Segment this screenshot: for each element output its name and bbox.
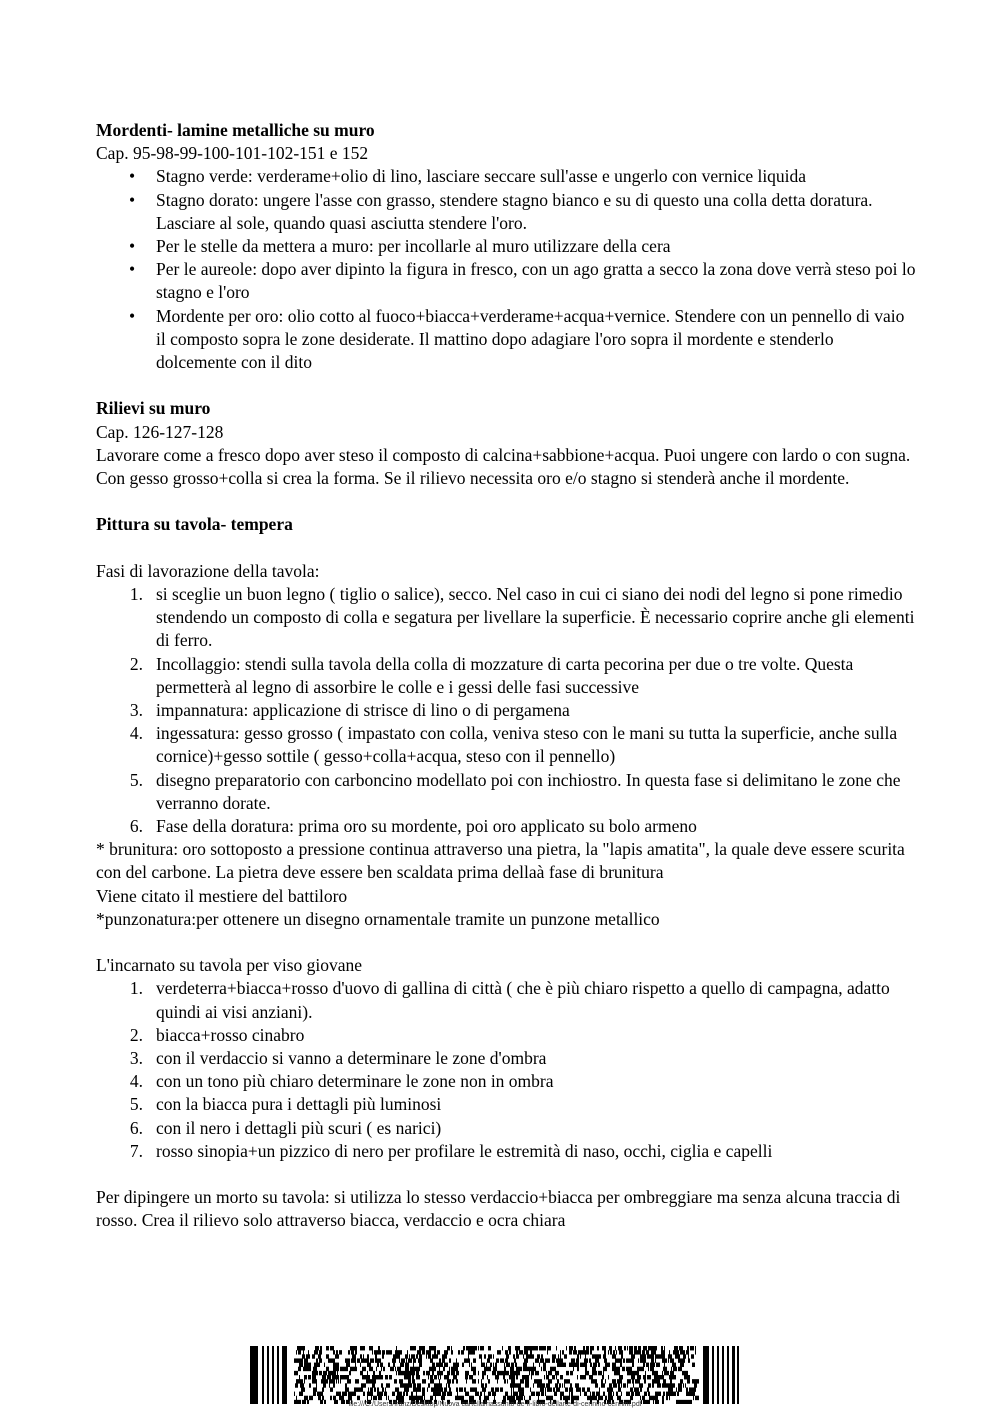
list-number: 3. [129, 1048, 143, 1069]
file-path-footer: file:///C:/Users/franz/Desktop/Nuova cartella/riassunto-de-il-libro-dellarte-di-cennino-cennini.pdf [348, 1401, 642, 1408]
phases-numbered-list [96, 583, 916, 838]
list-number: 4. [129, 1071, 143, 1092]
list-number: 7. [129, 1140, 143, 1161]
section-title-rilievi: Rilievi su muro [96, 398, 211, 419]
bullet-icon: • [129, 305, 136, 326]
list-item: 5. disegno preparatorio con carboncino modellato poi con inchiostro. In questa fase si delimitano le zone che verranno dorate. [96, 769, 916, 815]
list-number: 4. [129, 723, 143, 744]
section-title-mordenti: Mordenti- lamine metalliche su muro [96, 120, 375, 140]
brunitura-note: * brunitura: oro sottoposto a pressione continua attraverso una pietra, la "lapis amatita", la quale deve essere scurita con del carbone. La pietra deve essere ben scaldata prima dellaà fase di brunitura [96, 839, 905, 883]
list-item: 1. si sceglie un buon legno ( tiglio o salice), secco. Nel caso in cui ci siano dei nodi del legno si pone rimedio stendendo un composto di colla e segatura per livellare la superficie. È necessario coprire anche gli elementi di ferro. [96, 583, 916, 653]
list-item: • Per le stelle da mettera a muro: per incollarle al muro utilizzare della cera [96, 235, 916, 258]
list-item: • Per le aureole: dopo aver dipinto la figura in fresco, con un ago gratta a secco la zona dove verrà steso poi lo stagno e l'oro [129, 259, 916, 303]
bullet-icon: • [129, 166, 136, 187]
barcode-image [250, 1346, 740, 1404]
list-item: 1. verdeterra+biacca+rosso d'uovo di gallina di città ( che è più chiaro rispetto a quello di campagna, adatto quindi ai visi anziani). [96, 977, 916, 1023]
list-number: 2. [129, 1024, 143, 1045]
pdf417-barcode-icon [250, 1346, 740, 1404]
morto-paragraph: Per dipingere un morto su tavola: si utilizza lo stesso verdaccio+biacca per ombreggiare ma senza alcuna traccia di rosso. Crea il rilievo solo attraverso biacca, verdaccio e ocra chiara [96, 1187, 901, 1231]
list-item: 7. rosso sinopia+un pizzico di nero per profilare le estremità di naso, occhi, ciglia e capelli [96, 1140, 916, 1163]
list-item: 3. con il verdaccio si vanno a determinare le zone d'ombra [96, 1047, 916, 1070]
list-number: 1. [129, 584, 143, 605]
rilievi-paragraph: Lavorare come a fresco dopo aver steso il composto di calcina+sabbione+acqua. Puoi ungere con lardo o con sugna. Con gesso grosso+colla si crea la forma. Se il rilievo necessita oro e/o stagno si stenderà anche il mordente. [96, 444, 911, 489]
list-item: 3. impannatura: applicazione di strisce di lino o di pergamena [96, 699, 916, 722]
battiloro-note: Viene citato il mestiere del battiloro [96, 885, 348, 906]
list-number: 3. [129, 700, 143, 721]
chapter-reference: Cap. 126-127-128 [96, 421, 224, 442]
list-item: 5. con la biacca pura i dettagli più luminosi [96, 1093, 916, 1116]
bullet-icon: • [129, 236, 136, 257]
list-number: 2. [129, 653, 143, 674]
incarnato-numbered-list [96, 977, 916, 1163]
bullet-icon: • [129, 259, 136, 280]
list-item: 4. con un tono più chiaro determinare le zone non in ombra [96, 1070, 916, 1093]
list-item: • Mordente per oro: olio cotto al fuoco+biacca+verderame+acqua+vernice. Stendere con un pennello di vaio il composto sopra le zone desiderate. Il mattino dopo adagiare l'oro sopra il mordente e stenderlo dolcemente con il dito [129, 305, 905, 373]
section-title-tempera: Pittura su tavola- tempera [96, 514, 293, 535]
incarnato-intro: L'incarnato su tavola per viso giovane [96, 955, 363, 976]
list-item: • Stagno dorato: ungere l'asse con grasso, stendere stagno bianco e su di questo una colla detta doratura. Lasciare al sole, quando quasi asciutta stendere l'oro. [129, 189, 873, 233]
mordenti-bullet-list [96, 165, 916, 374]
chapter-reference: Cap. 95-98-99-100-101-102-151 e 152 [96, 143, 369, 164]
list-number: 6. [129, 1117, 143, 1138]
punzonatura-note: *punzonatura:per ottenere un disegno ornamentale tramite un punzone metallico [96, 908, 660, 929]
list-number: 1. [129, 978, 143, 999]
list-number: 6. [129, 816, 143, 837]
list-item: 6. Fase della doratura: prima oro su mordente, poi oro applicato su bolo armeno [96, 815, 916, 838]
list-item: 2. biacca+rosso cinabro [96, 1024, 916, 1047]
list-item: 6. con il nero i dettagli più scuri ( es narici) [96, 1117, 916, 1140]
list-item: 4. ingessatura: gesso grosso ( impastato con colla, veniva steso con le mani su tutta la superficie, anche sulla cornice)+gesso sottile ( gesso+colla+acqua, steso con il pennello) [96, 722, 916, 768]
bullet-icon: • [129, 189, 136, 210]
list-number: 5. [129, 769, 143, 790]
list-item: 2. Incollaggio: stendi sulla tavola della colla di mozzature di carta pecorina per due o tre volte. Questa permetterà al legno di assorbire le colle e i gessi delle fasi successive [96, 653, 916, 699]
list-number: 5. [129, 1094, 143, 1115]
document-page [96, 119, 916, 1233]
list-item: • Stagno verde: verderame+olio di lino, lasciare seccare sull'asse e ungerlo con vernice liquida [96, 165, 916, 188]
phases-intro: Fasi di lavorazione della tavola: [96, 560, 320, 581]
